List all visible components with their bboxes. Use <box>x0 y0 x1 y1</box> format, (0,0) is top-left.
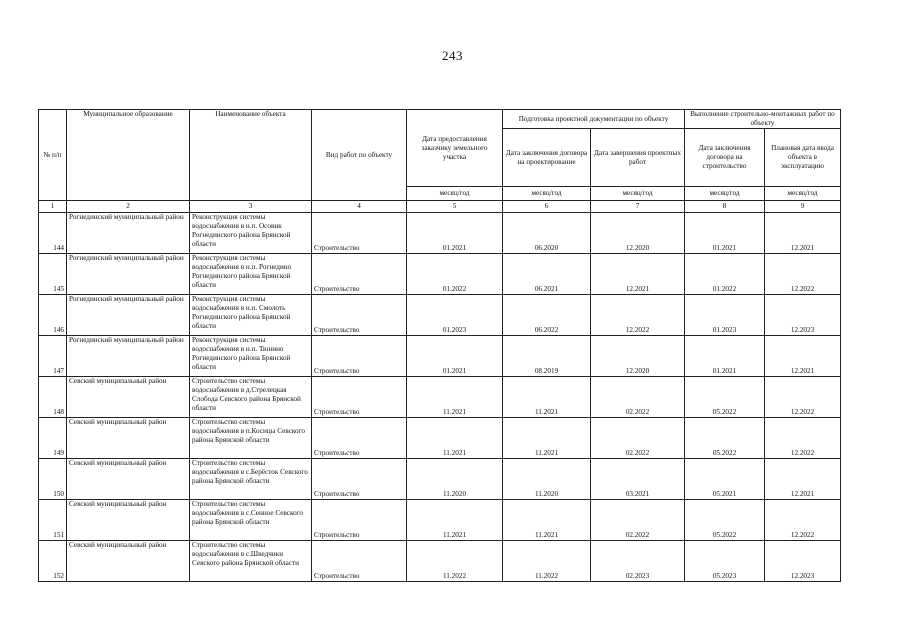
design-end-cell: 02.2023 <box>591 541 685 582</box>
design-end-cell: 02.2022 <box>591 377 685 418</box>
header-object-name: Наименование объекта <box>190 110 312 201</box>
commission-date-cell: 12.2021 <box>765 336 841 377</box>
design-contract-cell: 11.2020 <box>503 459 591 500</box>
header-num: № п/п <box>39 110 67 201</box>
column-number-row <box>39 201 841 213</box>
work-type-cell: Строительство <box>312 500 407 541</box>
unit-label: месяц/год <box>407 187 503 201</box>
commission-date-cell: 12.2022 <box>765 500 841 541</box>
page-number: 243 <box>442 48 463 63</box>
construction-contract-cell: 01.2023 <box>685 295 765 336</box>
unit-label: месяц/год <box>503 187 591 201</box>
table-row <box>39 541 841 582</box>
commission-date-cell: 12.2023 <box>765 541 841 582</box>
unit-label: месяц/год <box>591 187 685 201</box>
municipality-cell: Рогнединский муниципальный район <box>67 295 190 336</box>
work-type-cell: Строительство <box>312 295 407 336</box>
design-contract-cell: 11.2021 <box>503 418 591 459</box>
construction-contract-cell: 05.2022 <box>685 377 765 418</box>
table-row <box>39 336 841 377</box>
header-work-type: Вид работ по объекту <box>312 110 407 201</box>
unit-label: месяц/год <box>765 187 841 201</box>
column-number: 5 <box>407 201 503 213</box>
design-end-cell: 12.2020 <box>591 336 685 377</box>
design-end-cell: 12.2022 <box>591 295 685 336</box>
table-body <box>39 213 841 582</box>
header-construction-contract: Дата заключения договора на строительство <box>685 129 765 187</box>
work-type-cell: Строительство <box>312 377 407 418</box>
work-type-cell: Строительство <box>312 541 407 582</box>
row-number: 151 <box>39 500 67 541</box>
object-name-cell: Строительство системы водоснабжения в д.Стрелецкая Слобода Севского района Брянской области <box>192 377 301 412</box>
land-date-cell: 11.2021 <box>407 500 503 541</box>
row-number: 152 <box>39 541 67 582</box>
commission-date-cell: 12.2021 <box>765 213 841 254</box>
construction-contract-cell: 01.2021 <box>685 213 765 254</box>
object-name-cell: Реконструкция системы водоснабжения в н.п. Смолоть Рогнединского района Брянской области <box>192 295 291 330</box>
design-end-cell: 12.2020 <box>591 213 685 254</box>
object-name-cell: Строительство системы водоснабжения в с.Берёсток Севского района Брянской области <box>192 459 308 485</box>
table-row <box>39 213 841 254</box>
municipality-cell: Севский муниципальный район <box>67 418 190 459</box>
commission-date-cell: 12.2023 <box>765 295 841 336</box>
unit-label: месяц/год <box>685 187 765 201</box>
table-row <box>39 459 841 500</box>
table-row <box>39 500 841 541</box>
land-date-cell: 01.2023 <box>407 295 503 336</box>
table-row <box>39 295 841 336</box>
object-name-cell: Строительство системы водоснабжения в п.Косицы Севского района Брянской области <box>192 418 305 444</box>
design-contract-cell: 06.2020 <box>503 213 591 254</box>
header-construction-group: Выполнение строительно-монтажных работ по объекту <box>685 110 841 129</box>
municipality-cell: Рогнединский муниципальный район <box>67 213 190 254</box>
design-contract-cell: 11.2021 <box>503 500 591 541</box>
column-number: 9 <box>765 201 841 213</box>
column-number: 7 <box>591 201 685 213</box>
column-number: 1 <box>39 201 67 213</box>
object-name-cell: Строительство системы водоснабжения в с.Сенное Севского района Брянской области <box>192 500 304 526</box>
design-contract-cell: 11.2022 <box>503 541 591 582</box>
column-number: 3 <box>190 201 312 213</box>
table-row <box>39 377 841 418</box>
design-end-cell: 02.2022 <box>591 418 685 459</box>
header-design-contract: Дата заключения договора на проектирование <box>503 129 591 187</box>
projects-table <box>38 109 841 582</box>
work-type-cell: Строительство <box>312 213 407 254</box>
construction-contract-cell: 05.2023 <box>685 541 765 582</box>
row-number: 148 <box>39 377 67 418</box>
land-date-cell: 11.2020 <box>407 459 503 500</box>
object-name-cell: Строительство системы водоснабжения в с.Шведчики Севского района Брянской области <box>192 541 300 567</box>
land-date-cell: 11.2021 <box>407 418 503 459</box>
land-date-cell: 01.2021 <box>407 336 503 377</box>
land-date-cell: 01.2021 <box>407 213 503 254</box>
column-number: 6 <box>503 201 591 213</box>
design-contract-cell: 06.2021 <box>503 254 591 295</box>
object-name-cell: Реконструкция системы водоснабжения в н.п. Осовик Рогнединского района Брянской области <box>192 213 291 248</box>
header-municipality: Муниципальное образование <box>67 110 190 201</box>
row-number: 149 <box>39 418 67 459</box>
municipality-cell: Севский муниципальный район <box>67 541 190 582</box>
design-end-cell: 12.2021 <box>591 254 685 295</box>
land-date-cell: 01.2022 <box>407 254 503 295</box>
commission-date-cell: 12.2021 <box>765 459 841 500</box>
row-number: 146 <box>39 295 67 336</box>
header-commission-date: Плановая дата ввода объекта в эксплуатацию <box>765 129 841 187</box>
municipality-cell: Севский муниципальный район <box>67 459 190 500</box>
table-row <box>39 254 841 295</box>
commission-date-cell: 12.2022 <box>765 377 841 418</box>
municipality-cell: Рогнединский муниципальный район <box>67 254 190 295</box>
design-contract-cell: 08.2019 <box>503 336 591 377</box>
object-name-cell: Реконструкция системы водоснабжения в н.п. Тюнино Рогнединского района Брянской области <box>192 336 291 371</box>
municipality-cell: Рогнединский муниципальный район <box>67 336 190 377</box>
commission-date-cell: 12.2022 <box>765 254 841 295</box>
land-date-cell: 11.2021 <box>407 377 503 418</box>
column-number: 2 <box>67 201 190 213</box>
municipality-cell: Севский муниципальный район <box>67 377 190 418</box>
design-end-cell: 02.2022 <box>591 500 685 541</box>
work-type-cell: Строительство <box>312 459 407 500</box>
design-contract-cell: 06.2022 <box>503 295 591 336</box>
construction-contract-cell: 05.2021 <box>685 459 765 500</box>
row-number: 145 <box>39 254 67 295</box>
column-number: 8 <box>685 201 765 213</box>
work-type-cell: Строительство <box>312 418 407 459</box>
object-name-cell: Реконструкция системы водоснабжения в н.п. Рогнедино Рогнединского района Брянской области <box>192 254 292 289</box>
row-number: 150 <box>39 459 67 500</box>
commission-date-cell: 12.2022 <box>765 418 841 459</box>
land-date-cell: 11.2022 <box>407 541 503 582</box>
design-contract-cell: 11.2021 <box>503 377 591 418</box>
construction-contract-cell: 05.2022 <box>685 500 765 541</box>
header-land-date: Дата предоставления заказчику земельного участка <box>407 110 503 187</box>
header-design-end: Дата завершения проектных работ <box>591 129 685 187</box>
construction-contract-cell: 01.2021 <box>685 336 765 377</box>
municipality-cell: Севский муниципальный район <box>67 500 190 541</box>
design-end-cell: 03.2021 <box>591 459 685 500</box>
table-row <box>39 418 841 459</box>
construction-contract-cell: 05.2022 <box>685 418 765 459</box>
work-type-cell: Строительство <box>312 336 407 377</box>
row-number: 144 <box>39 213 67 254</box>
header-design-group: Подготовка проектной документации по объекту <box>503 110 685 129</box>
row-number: 147 <box>39 336 67 377</box>
column-number: 4 <box>312 201 407 213</box>
construction-contract-cell: 01.2022 <box>685 254 765 295</box>
work-type-cell: Строительство <box>312 254 407 295</box>
